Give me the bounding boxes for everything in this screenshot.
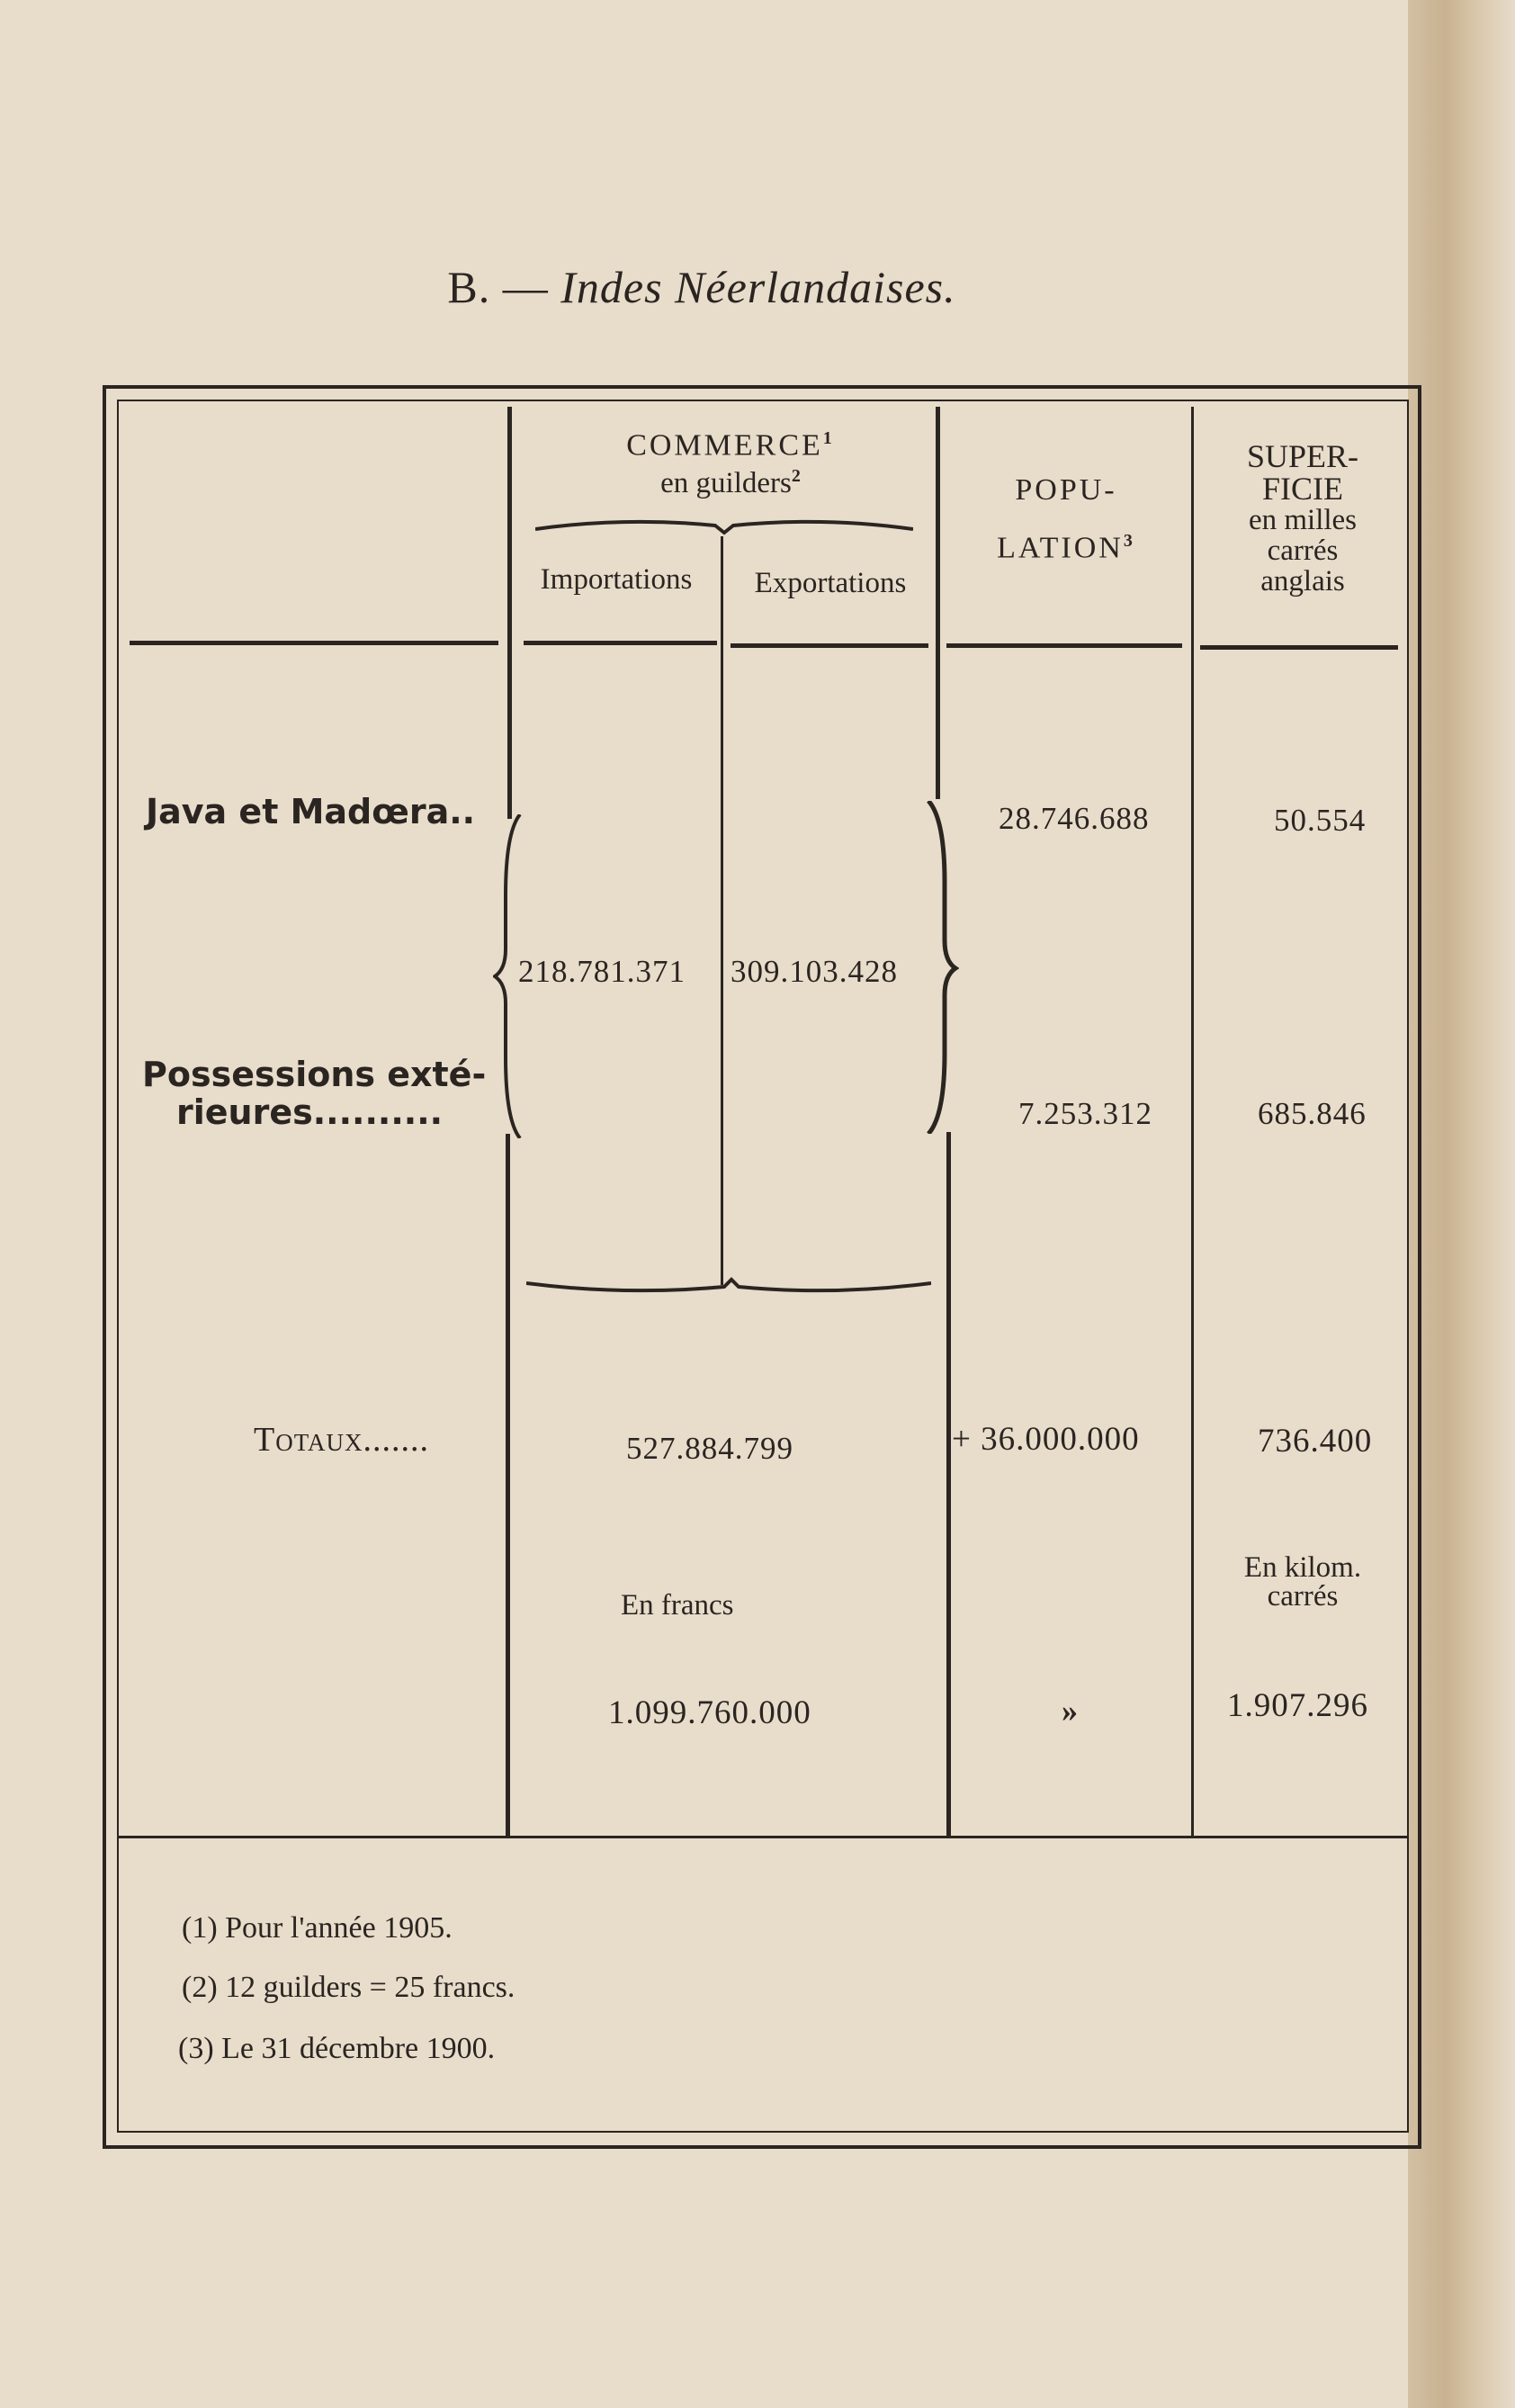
heading-title: Indes Néerlandaises. (560, 262, 956, 312)
footnote-1: (1) Pour l'année 1905. (182, 1911, 453, 1945)
superficie-header-l1: SUPER- (1246, 438, 1359, 474)
column-rule-population (1191, 407, 1194, 1836)
footnote-rule (119, 1836, 1407, 1838)
heading-prefix: B. — (447, 262, 549, 312)
row-population-possessions: 7.253.312 (1018, 1096, 1152, 1131)
header-rule (130, 641, 498, 645)
commerce-header: COMMERCE$^1$ (626, 428, 835, 463)
totals-commerce-francs: 1.099.760.000 (608, 1694, 811, 1731)
totals-km-label-l1: En kilom. (1243, 1551, 1362, 1584)
totals-population-francs: » (1062, 1693, 1079, 1729)
header-rule (1200, 645, 1398, 650)
totals-label: Totaux....... (254, 1421, 430, 1459)
header-rule (946, 643, 1182, 648)
column-rule-label (506, 1134, 510, 1836)
row-population-java: 28.746.688 (999, 801, 1150, 836)
page-heading (0, 261, 1403, 313)
commerce-exportations-value: 309.103.428 (731, 954, 898, 989)
footnote-ref: 1 (822, 428, 835, 448)
superficie-header-l4: carrés (1267, 535, 1339, 567)
totals-superficie-km: 1.907.296 (1227, 1687, 1368, 1724)
superficie-header-l5: anglais (1260, 565, 1345, 598)
column-rule-label (507, 407, 512, 819)
commerce-importations-value: 218.781.371 (518, 954, 686, 989)
totals-km-label-l2: carrés (1267, 1580, 1339, 1613)
population-header-l1: POPU- (1015, 473, 1117, 507)
row-label-possessions-l2: rieures.......... (176, 1092, 444, 1132)
footnote-ref: 3 (1123, 531, 1135, 551)
commerce-unit: en guilders$^2$ (660, 466, 801, 499)
population-header-l2: LATION$^3$ (997, 531, 1135, 565)
row-superficie-java: 50.554 (1274, 803, 1367, 838)
row-label-java: Java et Madœra.. (146, 792, 476, 831)
footnote-3: (3) Le 31 décembre 1900. (178, 2032, 496, 2065)
superficie-header-l3: en milles (1248, 504, 1358, 536)
totals-brace (526, 1274, 931, 1301)
commerce-header-brace (535, 513, 913, 536)
totals-francs-label: En francs (621, 1589, 734, 1622)
column-rule-commerce (946, 1132, 951, 1836)
page-edge (1408, 0, 1515, 2408)
column-rule-imp-exp (721, 536, 723, 1285)
column-rule-commerce (936, 407, 940, 799)
row-label-possessions-l1: Possessions exté- (142, 1055, 487, 1094)
superficie-header-l2: FICIE (1262, 471, 1343, 507)
exportations-header: Exportations (754, 567, 907, 599)
totals-population: + 36.000.000 (952, 1421, 1140, 1458)
row-superficie-possessions: 685.846 (1258, 1096, 1367, 1131)
footnote-ref: 2 (791, 466, 801, 486)
header-rule (524, 641, 717, 645)
table-frame-inner (117, 400, 1409, 2133)
importations-header: Importations (540, 563, 693, 596)
header-rule (731, 643, 928, 648)
rows-brace-right (923, 801, 959, 1134)
footnote-2: (2) 12 guilders = 25 francs. (182, 1971, 515, 2004)
totals-commerce-guilders: 527.884.799 (626, 1431, 793, 1466)
totals-superficie: 736.400 (1258, 1423, 1373, 1460)
